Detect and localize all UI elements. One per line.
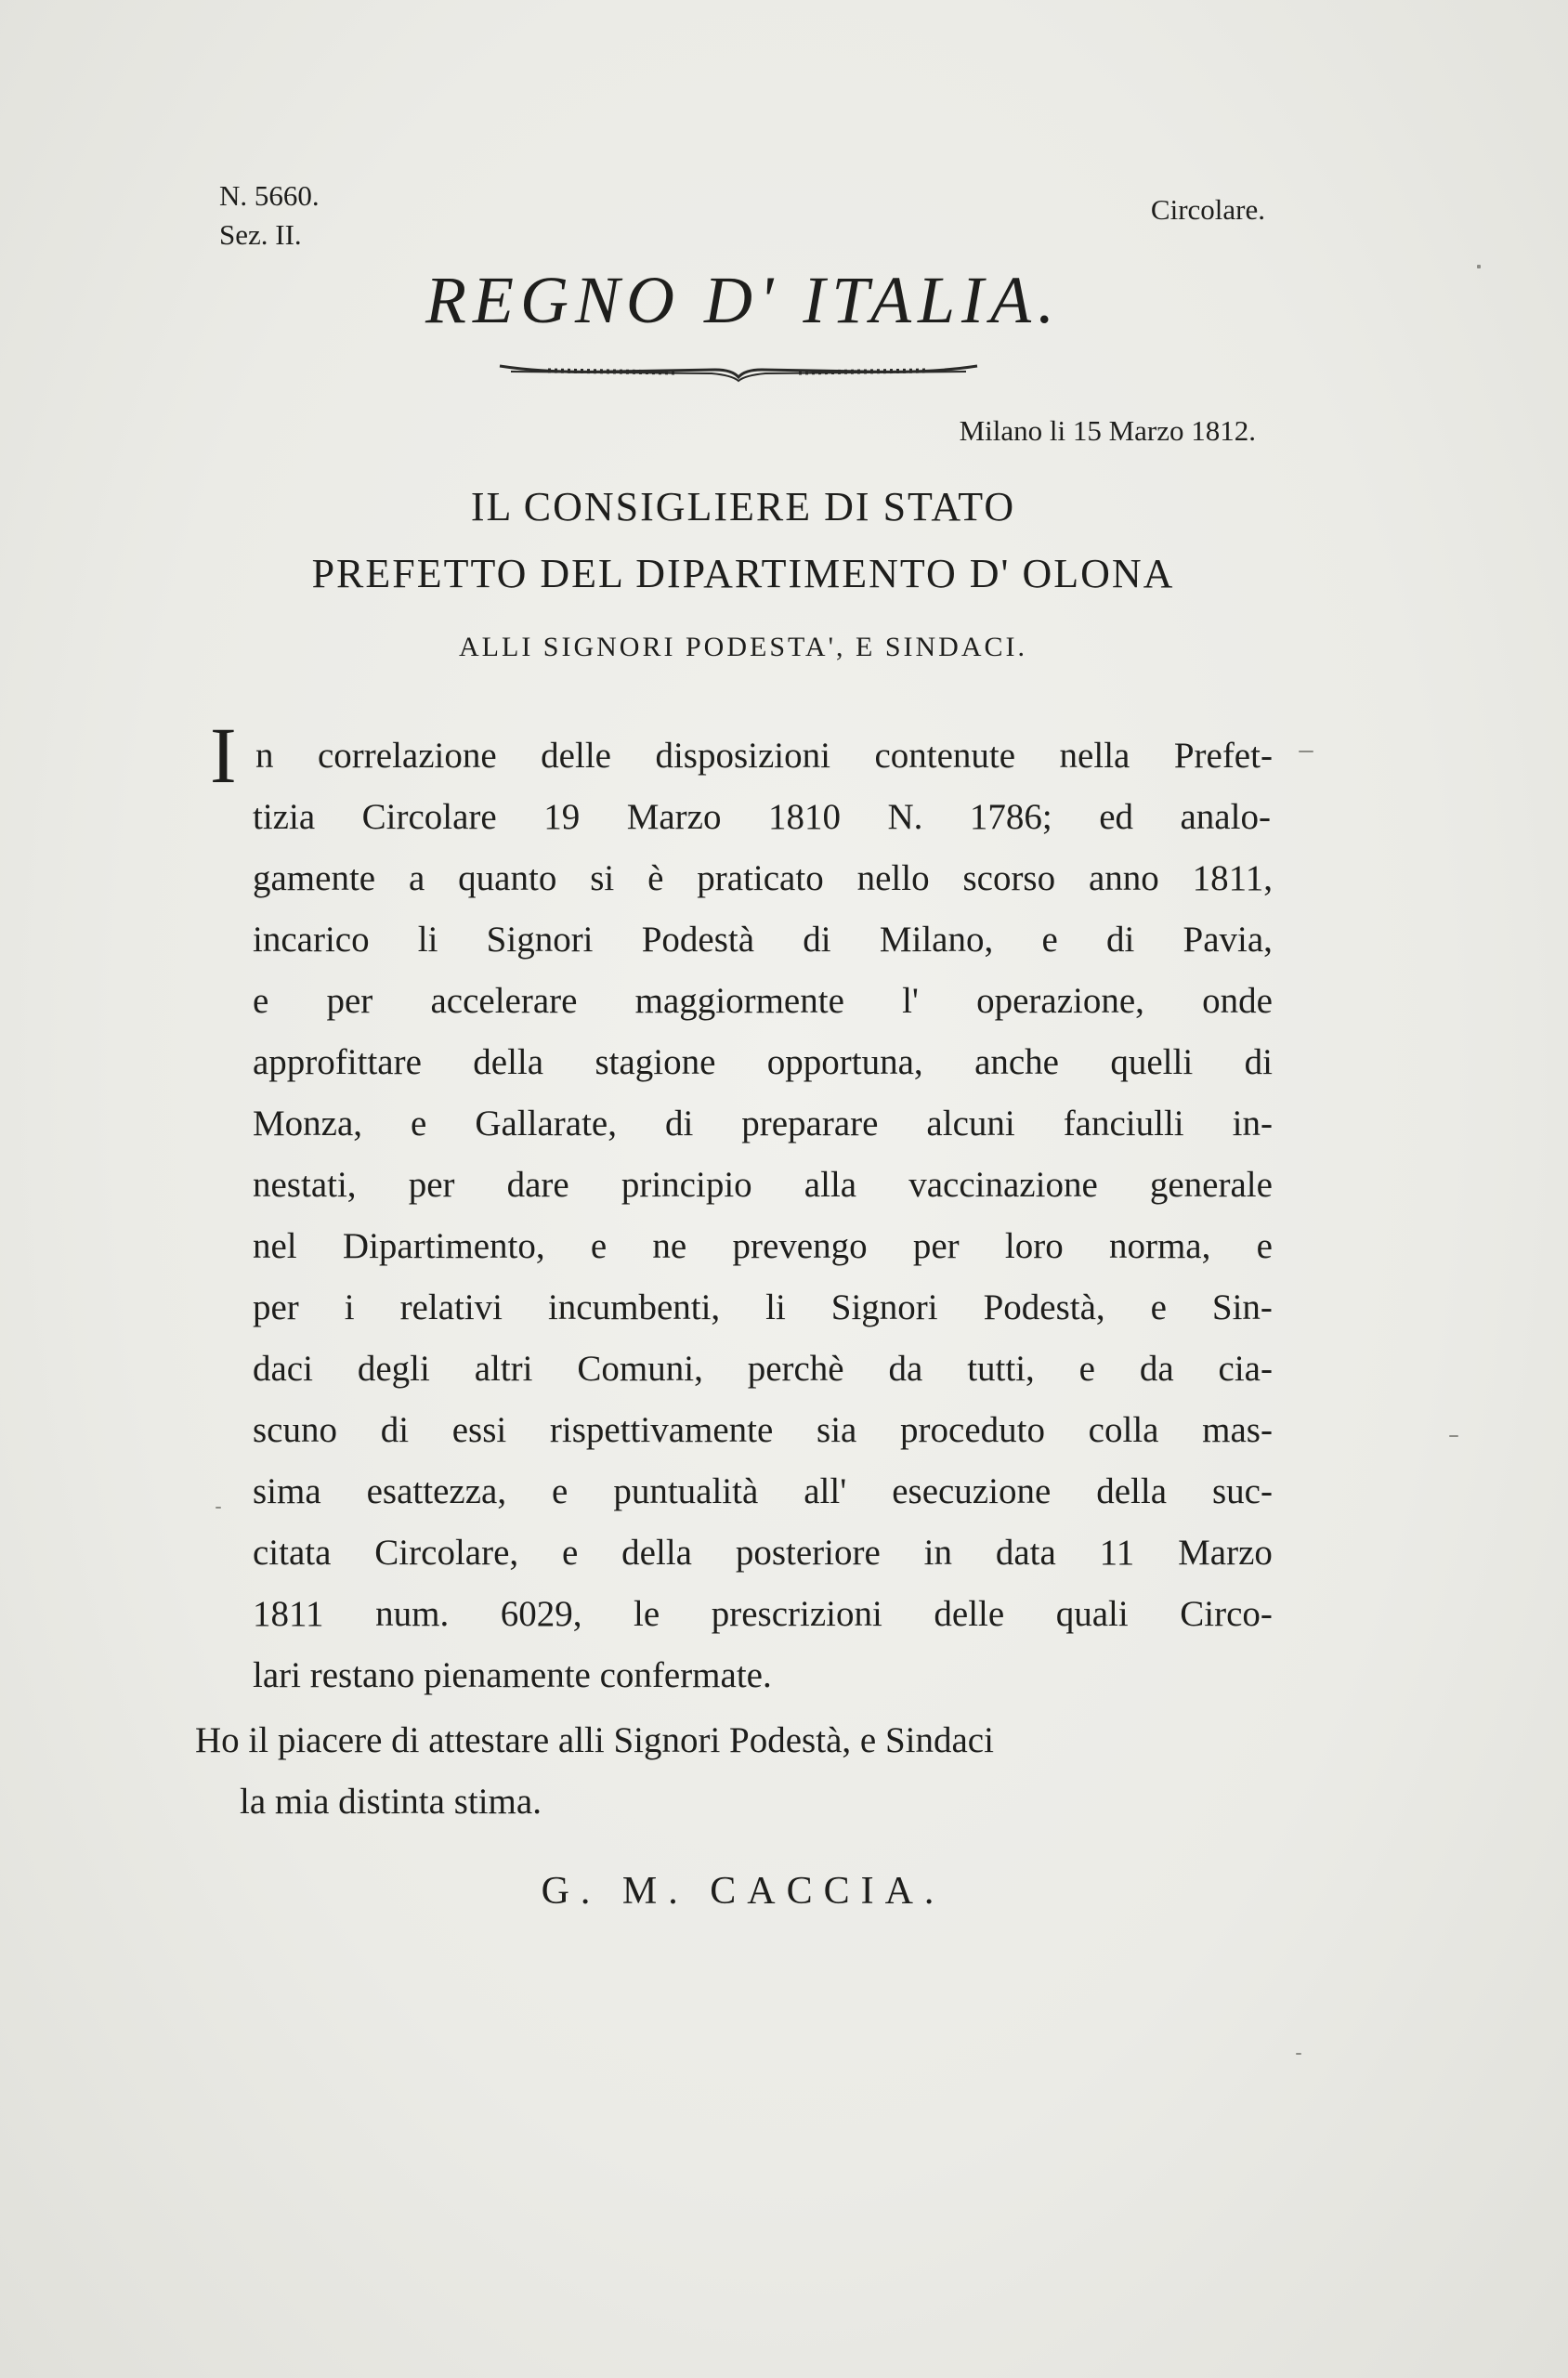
paper-speck [1449, 1435, 1458, 1437]
body-line-text: incarico li Signori Podestà di Milano, e di Pavia, [253, 920, 1273, 960]
body-line-text: gamente a quanto si è praticato nello scorso anno 1811, [253, 858, 1273, 898]
body-line [253, 1405, 1273, 1457]
kingdom-title: REGNO D' ITALIA. [425, 263, 1062, 337]
body-line-text: nel Dipartimento, e ne prevengo per loro norma, e [253, 1226, 1273, 1266]
body-line-text: e per accelerare maggiormente l' operazione, onde [253, 981, 1273, 1021]
body-line [253, 1466, 1273, 1518]
body-line: lari restano pienamente confermate. [253, 1655, 772, 1695]
body-line [253, 1221, 1273, 1273]
addressee: ALLI SIGNORI PODESTA', E SINDACI. [459, 632, 1027, 662]
drop-cap: I [210, 711, 237, 800]
body-line [253, 853, 1273, 905]
body-line-text: nestati, per dare principio alla vaccinazione generale [253, 1165, 1273, 1205]
signature: G. M. CACCIA. [541, 1870, 946, 1913]
body-line-text: per i relativi incumbenti, li Signori Podestà, e Sin- [253, 1287, 1273, 1327]
document-number: N. 5660. [219, 179, 320, 212]
document-type: Circolare. [1150, 193, 1265, 226]
paper-speck [1299, 751, 1313, 752]
body-line-text: citata Circolare, e della posteriore in data 11 Marzo [253, 1533, 1273, 1573]
sender-office: PREFETTO DEL DIPARTIMENTO D' OLONA [311, 551, 1175, 596]
reference-block [219, 176, 320, 255]
body-line [253, 1098, 1273, 1150]
dateline: Milano li 15 Marzo 1812. [959, 414, 1256, 447]
body-line [253, 1159, 1273, 1211]
body-line-text: scuno di essi rispettivamente sia proceduto colla mas- [253, 1410, 1273, 1450]
paper-speck [216, 1507, 221, 1509]
closing-line: Ho il piacere di attestare alli Signori Podestà, e Sindaci [195, 1720, 994, 1760]
section-label: Sez. II. [219, 218, 302, 251]
body-line [253, 1343, 1273, 1395]
body-line-text: tizia Circolare 19 Marzo 1810 N. 1786; ed analo- [253, 797, 1271, 837]
body-line [253, 1282, 1273, 1334]
closing-line: la mia distinta stima. [240, 1782, 542, 1822]
ornamental-rule [492, 353, 985, 390]
body-line-text: Monza, e Gallarate, di preparare alcuni fanciulli in- [253, 1104, 1273, 1143]
sender-title: IL CONSIGLIERE DI STATO [470, 484, 1016, 529]
body-line [253, 975, 1273, 1027]
body-line-text: n correlazione delle disposizioni contenute nella Prefet- [255, 736, 1273, 776]
body-line-text: daci degli altri Comuni, perchè da tutti, e da cia- [253, 1349, 1273, 1389]
body-line-text: sima esattezza, e puntualità all' esecuzione della suc- [253, 1471, 1273, 1511]
body-line [253, 1588, 1273, 1640]
body-line [255, 730, 1273, 782]
paper-speck [1296, 2053, 1301, 2055]
body-line-text: approfittare della stagione opportuna, anche quelli di [253, 1042, 1273, 1082]
body-line [253, 914, 1273, 966]
body-line [253, 791, 1271, 843]
body-line [253, 1527, 1273, 1579]
body-line-text: 1811 num. 6029, le prescrizioni delle quali Circo- [253, 1594, 1273, 1634]
body-line [253, 1037, 1273, 1089]
